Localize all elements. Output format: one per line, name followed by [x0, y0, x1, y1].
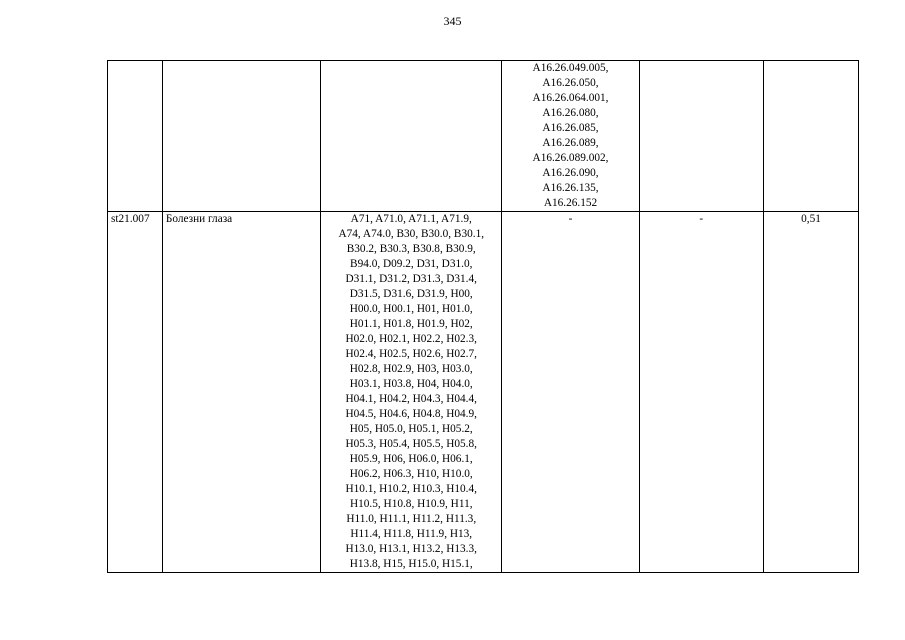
table-row-continued	[108, 61, 859, 212]
cell-other: -	[639, 212, 763, 573]
cell-name	[162, 61, 320, 212]
page-number: 345	[443, 14, 462, 28]
diagnosis-codes-line: H03.1, H03.8, H04, H04.0,	[349, 378, 473, 390]
operation-code: A16.26.050,	[542, 77, 599, 89]
cell-diagnoses	[321, 61, 502, 212]
diagnosis-codes-line: B30.2, B30.3, B30.8, B30.9,	[346, 243, 476, 255]
diagnosis-codes-line: H04.5, H04.6, H04.8, H04.9,	[345, 408, 477, 420]
cell-coefficient: 0,51	[764, 212, 859, 573]
diagnosis-codes-line: H00.0, H00.1, H01, H01.0,	[349, 303, 473, 315]
operation-code: A16.26.049.005,	[532, 62, 609, 74]
diagnosis-codes-line: H05.9, H06, H06.0, H06.1,	[349, 453, 473, 465]
diagnosis-codes-line: H04.1, H04.2, H04.3, H04.4,	[345, 393, 477, 405]
cell-coefficient	[764, 61, 859, 212]
diagnosis-codes-line: H02.4, H02.5, H02.6, H02.7,	[345, 348, 477, 360]
diagnosis-codes-line: H13.8, H15, H15.0, H15.1,	[349, 558, 473, 570]
cell-code	[108, 61, 163, 212]
cell-diagnoses	[321, 212, 502, 573]
tariff-table	[107, 60, 859, 573]
diagnosis-codes-line: H10.1, H10.2, H10.3, H10.4,	[345, 483, 477, 495]
operation-code: A16.26.085,	[542, 122, 599, 134]
cell-operations: -	[502, 212, 639, 573]
operation-code: A16.26.090,	[542, 167, 599, 179]
table-row-st21-007	[108, 212, 859, 573]
cell-code: st21.007	[108, 212, 163, 573]
operation-code: A16.26.152	[543, 197, 598, 209]
diagnosis-codes-line: H05, H05.0, H05.1, H05.2,	[349, 423, 473, 435]
cell-operations	[502, 61, 639, 212]
diagnosis-codes-line: H02.0, H02.1, H02.2, H02.3,	[345, 333, 477, 345]
operation-code: A16.26.089.002,	[532, 152, 609, 164]
cell-other	[639, 61, 763, 212]
diagnosis-codes-line: B94.0, D09.2, D31, D31.0,	[350, 258, 473, 270]
diagnosis-codes-line: H02.8, H02.9, H03, H03.0,	[349, 363, 473, 375]
diagnosis-codes-line: D31.1, D31.2, D31.3, D31.4,	[345, 273, 477, 285]
diagnosis-codes-line: H13.0, H13.1, H13.2, H13.3,	[345, 543, 477, 555]
diagnosis-codes-line: A71, A71.0, A71.1, A71.9,	[350, 213, 472, 225]
operation-code: A16.26.135,	[542, 182, 599, 194]
diagnosis-codes-line: D31.5, D31.6, D31.9, H00,	[349, 288, 473, 300]
operation-code: A16.26.064.001,	[532, 92, 609, 104]
cell-name: Болезни глаза	[162, 212, 320, 573]
diagnosis-codes-line: H11.0, H11.1, H11.2, H11.3,	[346, 513, 477, 525]
diagnosis-codes-line: H01.1, H01.8, H01.9, H02,	[349, 318, 473, 330]
diagnosis-codes-line: H10.5, H10.8, H10.9, H11,	[349, 498, 473, 510]
operation-code: A16.26.080,	[542, 107, 599, 119]
operation-code: A16.26.089,	[542, 137, 599, 149]
diagnosis-codes-line: H11.4, H11.8, H11.9, H13,	[350, 528, 473, 540]
diagnosis-codes-line: A74, A74.0, B30, B30.0, B30.1,	[338, 228, 485, 240]
diagnosis-codes-line: H05.3, H05.4, H05.5, H05.8,	[345, 438, 477, 450]
diagnosis-codes-line: H06.2, H06.3, H10, H10.0,	[349, 468, 473, 480]
